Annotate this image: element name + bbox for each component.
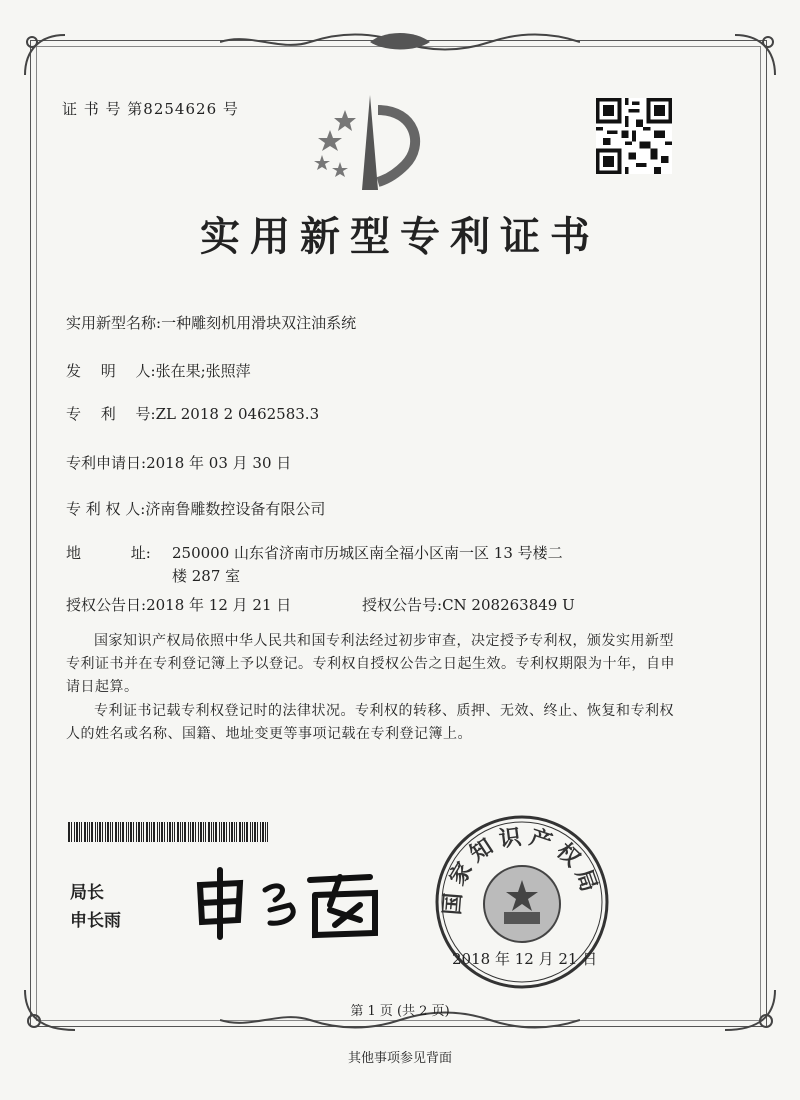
field-label: 授权公告号: (362, 596, 443, 614)
field-grant-date (66, 594, 291, 615)
qr-code (596, 98, 672, 174)
field-grant-number (362, 594, 575, 615)
field-inventor (66, 360, 251, 381)
barcode (68, 822, 268, 842)
director-signature (190, 865, 390, 940)
field-address-value (172, 542, 572, 588)
field-value: 济南鲁雕数控设备有限公司 (145, 500, 326, 518)
certificate-number: 证 书 号 第8254626 号 (62, 100, 239, 118)
back-note: 其他事项参见背面 (347, 1051, 452, 1066)
corner-ornament-top-right (730, 30, 780, 80)
seal-date: 2018 年 12 月 21 日 (452, 950, 598, 968)
field-address-label (66, 542, 151, 563)
field-value: CN 208263849 U (442, 596, 575, 614)
field-value: 张在果;张照萍 (155, 362, 251, 380)
field-value: 一种雕刻机用滑块双注油系统 (161, 314, 357, 332)
field-value: 2018 年 12 月 21 日 (146, 596, 292, 614)
svg-text:国家知识产权局: 国家知识产权局 (439, 823, 604, 916)
field-label: 发 明 人: (66, 362, 156, 380)
field-patent-number (66, 403, 319, 424)
top-ornament (220, 30, 580, 52)
certificate-title: 实用新型专利证书 (200, 213, 600, 260)
field-label: 专 利 权 人: (66, 500, 146, 518)
field-label: 实用新型名称: (66, 314, 162, 332)
director-name: 申长雨 (70, 911, 121, 931)
field-label: 专利申请日: (66, 454, 147, 472)
field-label: 地 址: (66, 544, 151, 562)
field-value: 2018 年 03 月 30 日 (146, 454, 292, 472)
address-line-2: 楼 287 室 (172, 567, 241, 585)
legal-paragraph-1: 国家知识产权局依照中华人民共和国专利法经过初步审查，决定授予专利权，颁发实用新型专利证书并在专利登记簿上予以登记。专利权自授权公告之日起生效。专利权期限为十年，自申请日起算。 (66, 633, 675, 695)
director-title: 局长 (70, 883, 104, 903)
field-value: ZL 2018 2 0462583.3 (155, 405, 320, 423)
field-patentee (66, 498, 325, 519)
field-filing-date (66, 452, 291, 473)
field-utility-model-name (66, 312, 356, 333)
address-line-1: 250000 山东省济南市历城区南全福小区南一区 13 号楼二 (172, 544, 563, 562)
page-number: 第 1 页 (共 2 页) (350, 1004, 450, 1019)
field-label: 专 利 号: (66, 405, 156, 423)
field-label: 授权公告日: (66, 596, 147, 614)
patent-office-logo (300, 90, 450, 200)
corner-ornament-top-left (20, 30, 70, 80)
legal-paragraph-2: 专利证书记载专利权登记时的法律状况。专利权的转移、质押、无效、终止、恢复和专利权人的姓名或名称、国籍、地址变更等事项记载在专利登记簿上。 (66, 703, 674, 742)
